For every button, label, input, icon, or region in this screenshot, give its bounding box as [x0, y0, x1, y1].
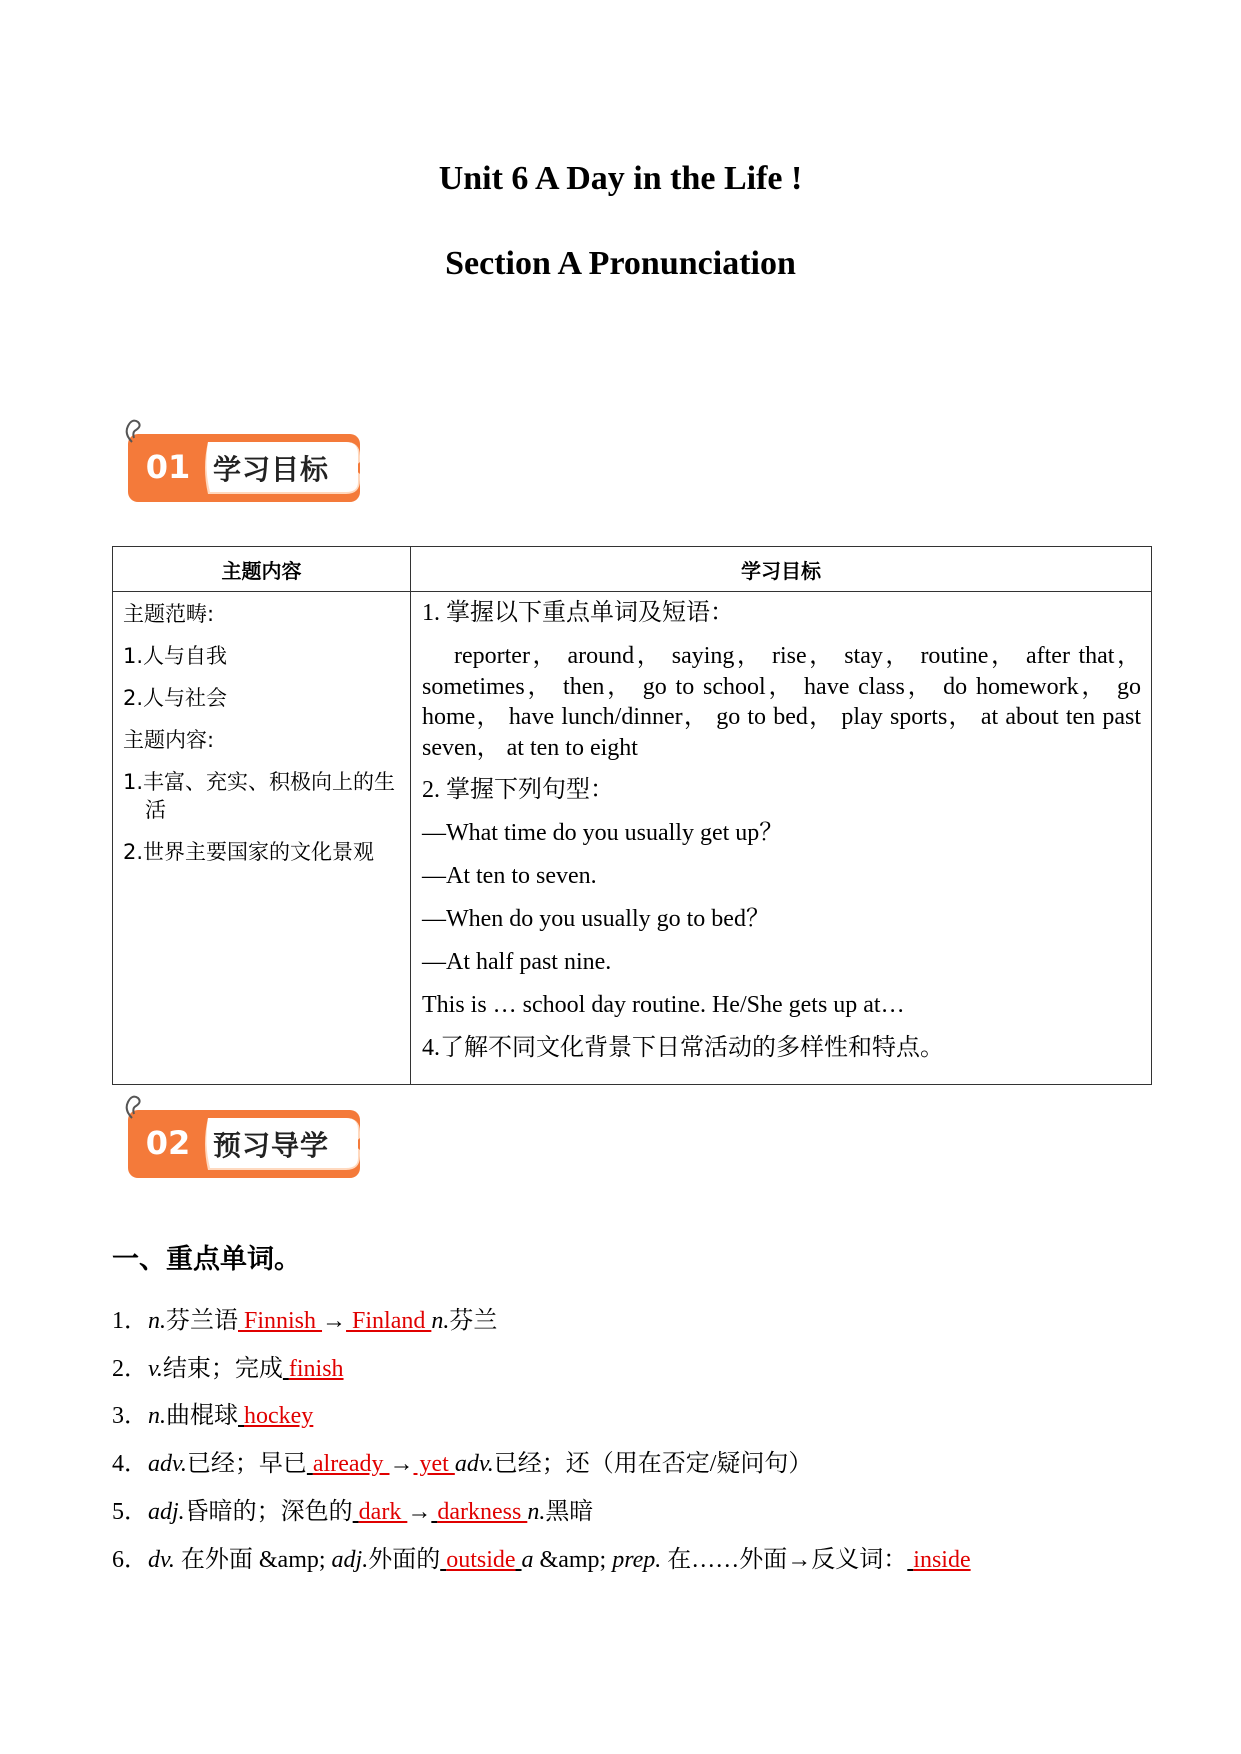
sentence-pattern: —When do you usually go to bed？: [422, 906, 770, 932]
answer: dark: [358, 1499, 408, 1525]
vocab-item-4: [112, 1443, 812, 1478]
definition: 在……外面→反义词：: [661, 1547, 908, 1573]
topic-line: 主题内容:: [123, 728, 215, 752]
paperclip-icon: [120, 414, 146, 444]
part-of-speech: n.: [148, 1308, 166, 1334]
vocab-item-2: [112, 1348, 344, 1383]
answer: finish: [288, 1356, 344, 1382]
part-of-speech: adv.: [454, 1451, 494, 1477]
topic-line: 2.人与社会: [123, 686, 228, 710]
definition: 在外面 &amp;: [174, 1547, 332, 1573]
goal-item: 1. 掌握以下重点单词及短语：: [422, 600, 734, 626]
answer: inside: [913, 1547, 971, 1573]
vocab-item-6: [112, 1539, 971, 1574]
part-of-speech: n.: [431, 1308, 450, 1334]
definition: 芬兰语: [166, 1308, 238, 1334]
badge-number: 02: [145, 1124, 191, 1162]
topic-line: 2.世界主要国家的文化景观: [123, 840, 375, 864]
header-topic: 主题内容: [113, 547, 411, 592]
section-badge-02: [128, 1110, 360, 1178]
key-words-list: reporter， around， saying， rise， stay， routine， after that， sometimes， then， go to school， have class， do homework， go home， have lunch/dinner， go to bed， play sports， at about ten past seven， at ten to eight: [422, 643, 1141, 761]
part-of-speech: a: [521, 1547, 534, 1573]
answer: yet: [413, 1451, 455, 1477]
learning-goals-table: [112, 546, 1152, 1085]
definition: 已经；早已: [186, 1451, 307, 1477]
answer: outside: [446, 1547, 516, 1573]
arrow: →: [389, 1451, 414, 1477]
part-of-speech: adj.: [331, 1547, 369, 1573]
paperclip-icon: [120, 1090, 146, 1120]
item-number: 3．: [112, 1403, 148, 1429]
definition: 外面的: [368, 1547, 441, 1573]
item-number: 1．: [112, 1308, 148, 1334]
sentence-pattern: This is … school day routine. He/She gets up at…: [422, 992, 905, 1018]
badge-label: 学习目标: [213, 453, 330, 486]
answer: darkness: [437, 1499, 528, 1525]
definition: 黑暗: [545, 1499, 594, 1525]
vocab-item-5: [112, 1491, 593, 1526]
part-of-speech: adv.: [148, 1451, 187, 1477]
part-of-speech: prep.: [612, 1547, 662, 1573]
answer: Finnish: [238, 1308, 323, 1334]
vocab-item-1: [112, 1300, 497, 1335]
goals-cell: [411, 592, 1152, 1085]
definition: 昏暗的；深色的: [184, 1499, 353, 1525]
definition: 结束；完成: [162, 1356, 283, 1382]
item-number: 4．: [112, 1451, 148, 1477]
section-badge-01: [128, 434, 360, 502]
part-of-speech: adj.: [148, 1499, 185, 1525]
badge-label: 预习导学: [213, 1129, 330, 1162]
answer: hockey: [244, 1403, 314, 1429]
item-number: 6．: [112, 1547, 148, 1573]
part-of-speech: v.: [148, 1356, 163, 1382]
sentence-pattern: —What time do you usually get up？: [422, 820, 784, 846]
badge-number: 01: [145, 448, 191, 486]
sentence-pattern: —At ten to seven.: [422, 863, 597, 889]
document-title: Unit 6 A Day in the Life !: [438, 160, 803, 197]
goal-item: 4.了解不同文化背景下日常活动的多样性和特点。: [422, 1035, 944, 1061]
part-of-speech: n.: [527, 1499, 546, 1525]
definition: 曲棍球: [166, 1403, 238, 1429]
document-subtitle: Section A Pronunciation: [445, 245, 796, 282]
answer: Finland: [346, 1308, 432, 1334]
arrow: →: [322, 1308, 347, 1334]
header-goals: 学习目标: [411, 547, 1152, 592]
topic-line: 主题范畴:: [123, 602, 215, 626]
item-number: 2．: [112, 1356, 148, 1382]
topic-line: 1.丰富、充实、积极向上的生活: [123, 770, 396, 822]
answer: already: [312, 1451, 390, 1477]
section-heading: 一、重点单词。: [112, 1244, 301, 1275]
table-header-row: [113, 547, 1152, 592]
item-number: 5．: [112, 1499, 148, 1525]
topic-cell: [113, 592, 411, 1085]
part-of-speech: n.: [148, 1403, 166, 1429]
definition: &amp;: [533, 1547, 613, 1573]
sentence-pattern: —At half past nine.: [422, 949, 612, 975]
arrow: →: [407, 1499, 432, 1525]
topic-line: 1.人与自我: [123, 644, 228, 668]
definition: 芬兰: [449, 1308, 498, 1334]
part-of-speech: dv.: [148, 1547, 175, 1573]
definition: 已经；还（用在否定/疑问句）: [493, 1451, 813, 1477]
vocab-item-3: [112, 1395, 313, 1430]
goal-item: 2. 掌握下列句型：: [422, 777, 614, 803]
table-row: [113, 592, 1152, 1085]
